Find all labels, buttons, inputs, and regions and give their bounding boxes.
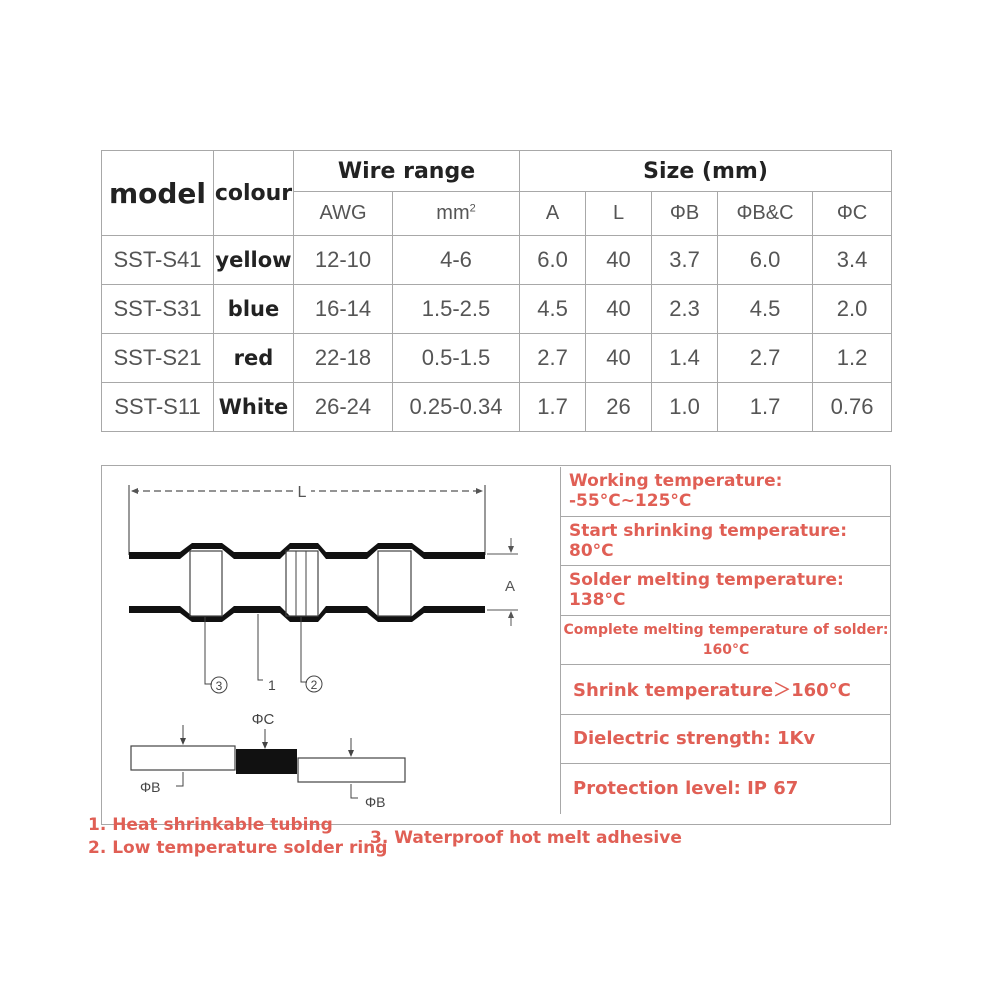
header-wire-range: Wire range [294, 151, 520, 192]
cell-a: 4.5 [520, 285, 586, 334]
cell-phi-bc: 2.7 [718, 334, 813, 383]
cell-phi-c: 3.4 [813, 236, 892, 285]
solder-sleeve [236, 749, 297, 774]
wire-right [298, 758, 405, 782]
wire-left [131, 746, 235, 770]
cell-phi-bc: 1.7 [718, 383, 813, 432]
cell-phi-b: 2.3 [652, 285, 718, 334]
dimension-b-right-bottom-lead [351, 784, 358, 798]
subheader-a: A [520, 192, 586, 236]
dimension-a-label: A [505, 578, 516, 595]
dimension-b-left-top-arrow [180, 738, 186, 745]
cell-l: 40 [586, 285, 652, 334]
header-model: model [102, 151, 214, 236]
cell-a: 2.7 [520, 334, 586, 383]
legend-item-2: 2. Low temperature solder ring [88, 838, 388, 858]
subheader-phi-c: ΦC [813, 192, 892, 236]
cell-colour: red [214, 334, 294, 383]
property-working-temperature: Working temperature: -55°C~125°C [560, 467, 891, 517]
cell-mm2: 4-6 [393, 236, 520, 285]
wire-joint-sketch [131, 711, 405, 810]
header-colour: colour [214, 151, 294, 236]
callout-2-leader [301, 617, 307, 682]
cell-awg: 12-10 [294, 236, 393, 285]
dimension-l-label: L [297, 484, 307, 501]
dimension-a-bottom-arrow [508, 611, 514, 618]
cell-a: 1.7 [520, 383, 586, 432]
solder-ring [286, 551, 318, 616]
cell-awg: 16-14 [294, 285, 393, 334]
heat-shrink-tube [129, 543, 485, 622]
legend-item-1: 1. Heat shrinkable tubing [88, 815, 333, 835]
cell-model: SST-S41 [102, 236, 214, 285]
cell-mm2: 0.5-1.5 [393, 334, 520, 383]
dimension-a [487, 538, 518, 626]
properties-list [560, 467, 891, 814]
callout-1-label: 1 [268, 677, 276, 693]
cell-awg: 26-24 [294, 383, 393, 432]
legend-item-3: 3. Waterproof hot melt adhesive [370, 828, 682, 848]
dimension-c-arrow [262, 742, 268, 749]
adhesive-ring-right [378, 551, 411, 616]
cell-colour: blue [214, 285, 294, 334]
subheader-phi-bc: ΦB&C [718, 192, 813, 236]
cell-mm2: 0.25-0.34 [393, 383, 520, 432]
dimension-c-label: ΦC [251, 711, 275, 728]
adhesive-ring-left [190, 551, 222, 616]
callout-1-leader [258, 614, 263, 680]
cell-a: 6.0 [520, 236, 586, 285]
dimension-b-left-label: ΦB [140, 779, 161, 795]
cell-l: 40 [586, 236, 652, 285]
cell-colour: yellow [214, 236, 294, 285]
cell-phi-c: 1.2 [813, 334, 892, 383]
cell-l: 26 [586, 383, 652, 432]
cell-l: 40 [586, 334, 652, 383]
cell-phi-c: 0.76 [813, 383, 892, 432]
property-shrink-temperature: Shrink temperature＞160°C [560, 665, 891, 715]
dimension-l-left-arrow [131, 488, 138, 494]
property-complete-melting-line1: Complete melting temperature of solder: [563, 621, 889, 638]
cell-phi-b: 1.0 [652, 383, 718, 432]
callout-3-label: 3 [215, 679, 223, 693]
dimension-b-right-label: ΦB [365, 794, 386, 810]
cell-phi-bc: 6.0 [718, 236, 813, 285]
callouts [205, 614, 322, 693]
property-complete-melting [560, 616, 891, 666]
cell-awg: 22-18 [294, 334, 393, 383]
subheader-awg: AWG [294, 192, 393, 236]
property-protection-level: Protection level: IP 67 [560, 764, 891, 814]
cell-phi-bc: 4.5 [718, 285, 813, 334]
dimension-a-top-arrow [508, 546, 514, 553]
cell-phi-b: 1.4 [652, 334, 718, 383]
subheader-mm-sup: 2 [469, 202, 476, 215]
callout-3-leader [205, 617, 212, 684]
dimension-b-right-top-arrow [348, 750, 354, 757]
property-solder-melting: Solder melting temperature: 138°C [560, 566, 891, 616]
cell-model: SST-S11 [102, 383, 214, 432]
subheader-l: L [586, 192, 652, 236]
cell-mm2: 1.5-2.5 [393, 285, 520, 334]
cell-colour: White [214, 383, 294, 432]
callout-2-label: 2 [310, 678, 318, 692]
subheader-mm-text: mm [436, 202, 470, 224]
property-complete-melting-line2: 160°C [702, 641, 750, 658]
cell-model: SST-S31 [102, 285, 214, 334]
dimension-b-left-bottom-lead [176, 772, 183, 786]
header-size: Size (mm) [520, 151, 892, 192]
cell-phi-b: 3.7 [652, 236, 718, 285]
cell-phi-c: 2.0 [813, 285, 892, 334]
dimension-l-right-arrow [476, 488, 483, 494]
cell-model: SST-S21 [102, 334, 214, 383]
property-dielectric-strength: Dielectric strength: 1Kv [560, 715, 891, 765]
subheader-phi-b: ΦB [652, 192, 718, 236]
property-start-shrinking: Start shrinking temperature: 80°C [560, 517, 891, 567]
tube-bottom-wall [129, 606, 485, 622]
